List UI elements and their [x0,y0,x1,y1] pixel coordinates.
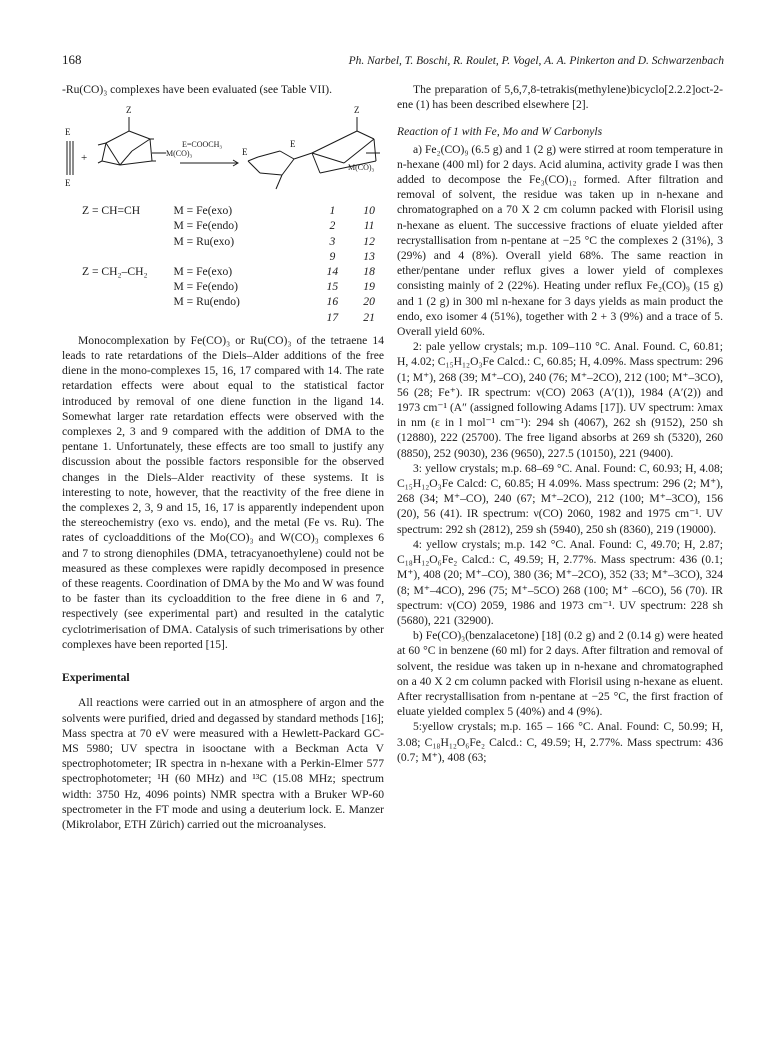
legend-z [82,234,173,249]
dienophile-e-bottom: E [65,178,71,189]
legend-row [82,264,384,279]
reaction-scheme-drawing [62,103,384,199]
legend-metal: M = Fe(exo) [173,265,233,279]
legend-compound-b: 10 [363,204,375,218]
reaction-heading: Reaction of 1 with Fe, Mo and W Carbonyls [397,125,603,139]
legend-z: Z = CH=CH [82,204,141,218]
legend-row [82,218,384,233]
legend-row [82,310,384,325]
legend-compound-b: 13 [363,249,375,263]
legend-compound-a: 2 [329,219,336,233]
compound-5-paragraph: 5:yellow crystals; m.p. 165 – 166 °C. Anal. Found: C, 50.99; H, 3.08; C₁₈H₁₂O₆Fe₂ Calcd.: C, 49.59; H, 2.77%. Mass spectrum: 436 (0.7; M⁺), 408 (63; [397,720,723,764]
reaction-scheme [62,103,384,199]
compound-4-paragraph: 4: yellow crystals; m.p. 142 °C. Anal. Found: C, 49.70; H, 2.87; C₁₈H₁₂O₆Fe₂ Calcd.: C, 49.59; H, 2.77%. Mass spectrum: 436 (0.1; M⁺), 408 (20; M⁺–CO), 380 (36; M⁺–2CO), 352 (33; M⁺–3CO), 324 (8; M⁺–4CO), 296 (75; M⁺–5CO) 268 (100; M⁺ –6CO), 56 (70). IR spectrum: ν(CO) 2059, 1986 and 1973 cm⁻¹. UV spectrum: 228 sh (5680), 221 (32900). [397,537,724,627]
legend-row [82,279,384,294]
legend-row [82,249,384,264]
product-mco3: M(CO)₃ [348,163,375,173]
legend-compound-a: 3 [329,234,336,248]
legend-compound-a: 1 [329,204,336,218]
legend-compound-b: 11 [363,219,375,233]
discussion-paragraph: Monocomplexation by Fe(CO)₃ or Ru(CO)₃ of the tetraene 14 leads to rate retardations of the Diels–Alder additions of the free diene in the mono-complexes 15, 16, 17 compared with 14. The rate retardation effects were about equal to the statistical factor introduced by removal of one diene function in the ligand 14. Somewhat larger rate retardation effects were observed with the complexes 2, 3 and 9 compared with the addition of DMA to the pentane 1. Unfortunately, these effects are too small to justify any discussion about the possible factors responsible for the observed changes in the Diels–Alder reactivity of these systems. It is interesting to note, however, that the reactivity of the free diene in the complexes 2, 3, 9 and 15, 16, 17 is apparently independent upon the stereochemistry (exo vs. endo), and the metal (Fe vs. Ru). The rates of cycloadditions of the Mo(CO)₃ and W(CO)₃ complexes 6 and 7 to strong dienophiles (DMA, tetracyanoethylene) could not be measured as these complexes were rapidly decomposed in presence of these reagents. Coordination of DMA by the Mo and W was found to be faster than its cycloaddition to the free diene in 6 and 7, respectively (see experimental part) and resulted in the catalytic cyclotrimerisation of DMA. Catalysis of such trimerisations by other complexes have been reported [15]. [62,333,384,651]
product-z-label: Z [354,105,360,116]
product-e-upper: E [290,139,296,150]
procedure-a-paragraph: a) Fe₂(CO)₉ (6.5 g) and 1 (2 g) were stirred at room temperature in n-hexane (400 ml) for 2 days. Acid alumina, activity grade I was then added to decompose the Fe₃(CO)₁₂ formed. After filtration and removal of solvent, the residue was taken up in n-hexane and chromatographed on a 70 X 2 cm column packed with Florisil using n-hexane as eluent. The successive fractions of eluate yielded after recrystallisation from n-pentane at −25 °C the complexes 2 (31%), 3 (29%) and 4 (8%). Overall yield 68%. The same reaction in ether/pentane under reflux gives a lower yield of complexes consisting mainly of 2 (22%). Heating under reflux Fe₂(CO)₉ (15 g) and 1 (2 g) in 300 ml n-hexane for 3 days yields as main product the endo, exo isomer 4 (51%), together with 2 + 3 (9%) and a trace of 5. Overall yield 60%. [397,142,723,339]
legend-compound-b: 21 [363,310,375,324]
legend-compound-a: 14 [326,265,339,279]
legend-z [82,294,173,309]
intro-text: -Ru(CO)₃ complexes have been evaluated (see Table VII). [62,83,332,96]
preparation-paragraph: The preparation of 5,6,7,8-tetrakis(methylene)bicyclo[2.2.2]oct-2-ene (1) has been described elsewhere [2]. [397,83,723,112]
legend-metal: M = Ru(exo) [173,234,235,248]
legend-z: Z = CH₂–CH₂ [82,265,148,279]
experimental-heading: Experimental [62,671,130,685]
dienophile-e-top: E [65,127,71,138]
legend-compound-b: 20 [363,295,375,309]
e-definition: E=COOCH₃ [182,140,223,150]
legend-metal: M = Fe(endo) [173,280,238,294]
left-column [62,82,384,832]
compound-3-paragraph: 3: yellow crystals; m.p. 68–69 °C. Anal. Found: C, 60.93; H, 4.08; C₁₅H₁₂O₃Fe Calcd: C, 60.85; H 4.09%. Mass spectrum: 296 (2; M⁺), 268 (34; M⁺–CO), 240 (67; M⁺–2CO), 212 (100; M⁺–3CO), 156 (20), 56 (41). IR spectrum: ν(CO) 2060, 1982 and 1975 cm⁻¹. UV spectrum: 292 sh (2812), 259 sh (5940), 250 sh (8360), 219 (19000). [397,461,723,536]
running-header-authors: Ph. Narbel, T. Boschi, R. Roulet, P. Vogel, A. A. Pinkerton and D. Schwarzenbach [348,55,724,67]
reactant-mco3: M(CO)₃ [166,149,193,159]
legend-compound-a: 15 [326,280,339,294]
legend-row [82,234,384,249]
product-e-left: E [242,147,248,158]
legend-z [82,279,173,294]
right-column [397,82,723,765]
legend-row [82,294,384,309]
legend-metal: M = Ru(endo) [173,295,240,309]
legend-compound-a: 16 [326,295,339,309]
legend-compound-b: 12 [363,234,375,248]
legend-compound-a: 17 [326,310,339,324]
page-number: 168 [62,52,82,67]
experimental-paragraph: All reactions were carried out in an atmosphere of argon and the solvents were purified, dried and degassed by standard methods [16]; Mass spectra at 70 eV were measured with a Hewlett-Packard GC-MS 5980; UV spectra in isooctane with a Beckman Acta V spectrophotometer; IR spectra in n-hexane with a Perkin-Elmer 577 spectrophotometer; ¹H (60 MHz) and ¹³C (15.08 MHz; spectrum width: 3750 Hz, 4096 points) NMR spectra with a Bruker WP-60 spectrometer in the FT mode and using a deuterium lock. E. Manzer (Mikrolabor, ETH Zürich) carried out the microanalyses. [62,696,384,831]
legend-metal: M = Fe(exo) [173,204,233,218]
plus-sign: + [81,152,88,165]
legend-z [82,249,173,264]
reactant-z-label: Z [126,105,132,116]
legend-metal [173,310,310,325]
legend-compound-b: 19 [363,280,375,294]
compound-legend [82,203,384,325]
legend-compound-b: 18 [363,265,375,279]
legend-metal: M = Fe(endo) [173,219,238,233]
legend-row [82,203,384,218]
legend-z [82,310,173,325]
legend-metal [173,249,310,264]
procedure-b-paragraph: b) Fe(CO)₃(benzalacetone) [18] (0.2 g) and 2 (0.14 g) were heated at 60 °C in benzene (60 ml) for 2 days. After filtration and removal of solvent, the residue was taken up in n-hexane and chromatographed on a 40 X 2 cm column packed with Florisil using n-hexane as eluent. After recrystallisation from n-pentane at −25 °C, the first fraction of eluate yielded complex 5 (40%) and 4 (9%). [397,629,723,719]
legend-z [82,218,173,233]
compound-2-paragraph: 2: pale yellow crystals; m.p. 109–110 °C. Anal. Found. C, 60.81; H, 4.02; C₁₅H₁₂O₃Fe Calcd.: C, 60.85; H, 4.09%. Mass spectrum: 296 (1; M⁺), 268 (39; M⁺–CO), 240 (76; M⁺–2CO), 212 (100; M⁺–3CO), 56 (28; Fe⁺). IR spectrum: ν(CO) 2063 (A′(1)), 1984 (A′(2)) and 1973 cm⁻¹ (A″ (assigned following Adams [17]). UV spectrum: λmax in nm (ε in l mol⁻¹ cm⁻¹): 294 sh (4067), 262 sh (9152), 250 sh (12880), 222 (25700). The free ligand absorbs at 269 sh (5320), 260 (8850), 252 (9030), 236 (9650), 227.5 (10150), 221 (9400). [397,340,723,460]
legend-compound-a: 9 [329,249,336,263]
